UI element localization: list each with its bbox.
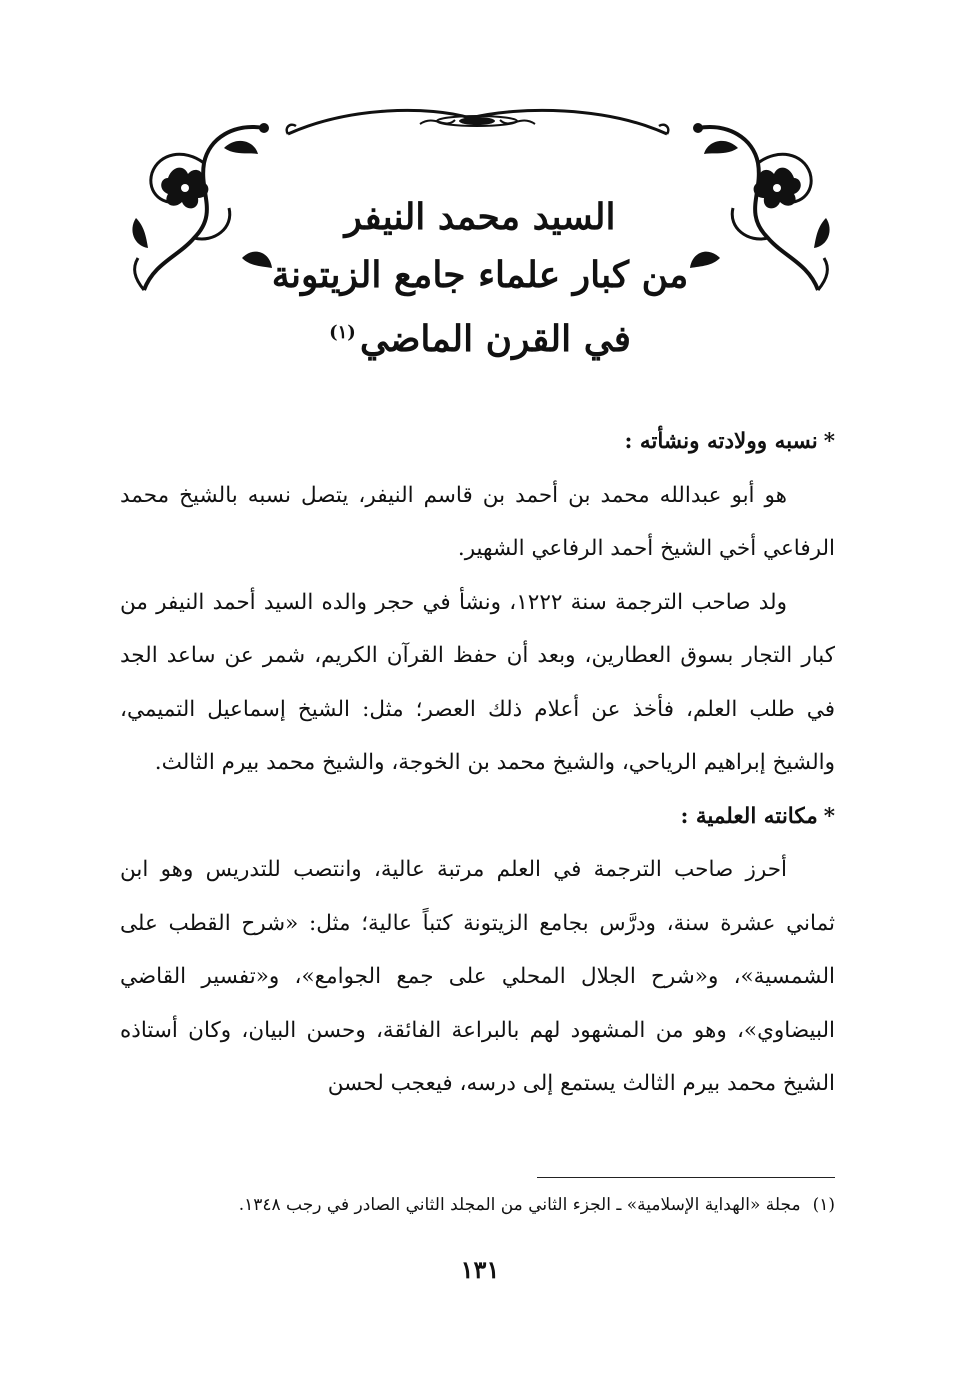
floral-corner-icon <box>124 118 274 300</box>
footnote <box>120 1190 835 1220</box>
title-footnote-marker: (١) <box>329 322 356 343</box>
paragraph: أحرز صاحب الترجمة في العلم مرتبة عالية، وانتصب للتدريس وهو ابن ثماني عشرة سنة، ودرَّس بجامع الزيتونة كتباً عالية؛ مثل: «شرح القطب على الشمسية»، و«شرح الجلال المحلي على جمع الجوامع»، و«تفسير القاضي البيضاوي»، وهو من المشهود لهم بالبراعة الفائقة، وحسن البيان، وكان أستاذه الشيخ محمد بيرم الثالث يستمع إلى درسه، فيعجب لحسن <box>120 857 835 1096</box>
footnote-text: مجلة «الهداية الإسلامية» ـ الجزء الثاني من المجلد الثاني الصادر في رجب ١٣٤٨. <box>238 1195 801 1215</box>
title-line-2: من كبار علماء جامع الزيتونة <box>271 254 689 296</box>
section-heading-text: مكانته العلمية : <box>680 803 818 829</box>
section-heading-scholarly-status <box>120 790 835 844</box>
star-icon: * <box>823 429 835 454</box>
paragraph: ولد صاحب الترجمة سنة ١٢٢٢، ونشأ في حجر والده السيد أحمد النيفر من كبار التجار بسوق العطارين، وبعد أن حفظ القرآن الكريم، شمر عن ساعد الجد في طلب العلم، فأخذ عن أعلام ذلك العصر؛ مثل: الشيخ إسماعيل التميمي، والشيخ إبراهيم الرياحي، والشيخ محمد بن الخوجة، والشيخ محمد بيرم الثالث. <box>120 589 835 775</box>
star-icon: * <box>823 803 835 829</box>
footnote-number: (١) <box>812 1195 835 1215</box>
paragraph: هو أبو عبدالله محمد بن أحمد بن قاسم النيفر، يتصل نسبه بالشيخ محمد الرفاعي أخي الشيخ أحمد الرفاعي الشهير. <box>120 482 835 561</box>
page-title <box>260 188 700 368</box>
article-body <box>120 415 835 1111</box>
title-line-3-text: في القرن الماضي <box>359 318 631 360</box>
title-line-1: السيد محمد النيفر <box>344 196 616 238</box>
arabesque-scroll-icon <box>280 104 675 144</box>
section-heading-lineage <box>120 415 835 469</box>
footnote-divider <box>537 1177 835 1178</box>
section-heading-text: نسبه وولادته ونشأته : <box>624 429 818 454</box>
title-line-3 <box>260 304 700 368</box>
floral-corner-icon <box>688 118 838 300</box>
page-number: ١٣١ <box>460 1255 500 1284</box>
